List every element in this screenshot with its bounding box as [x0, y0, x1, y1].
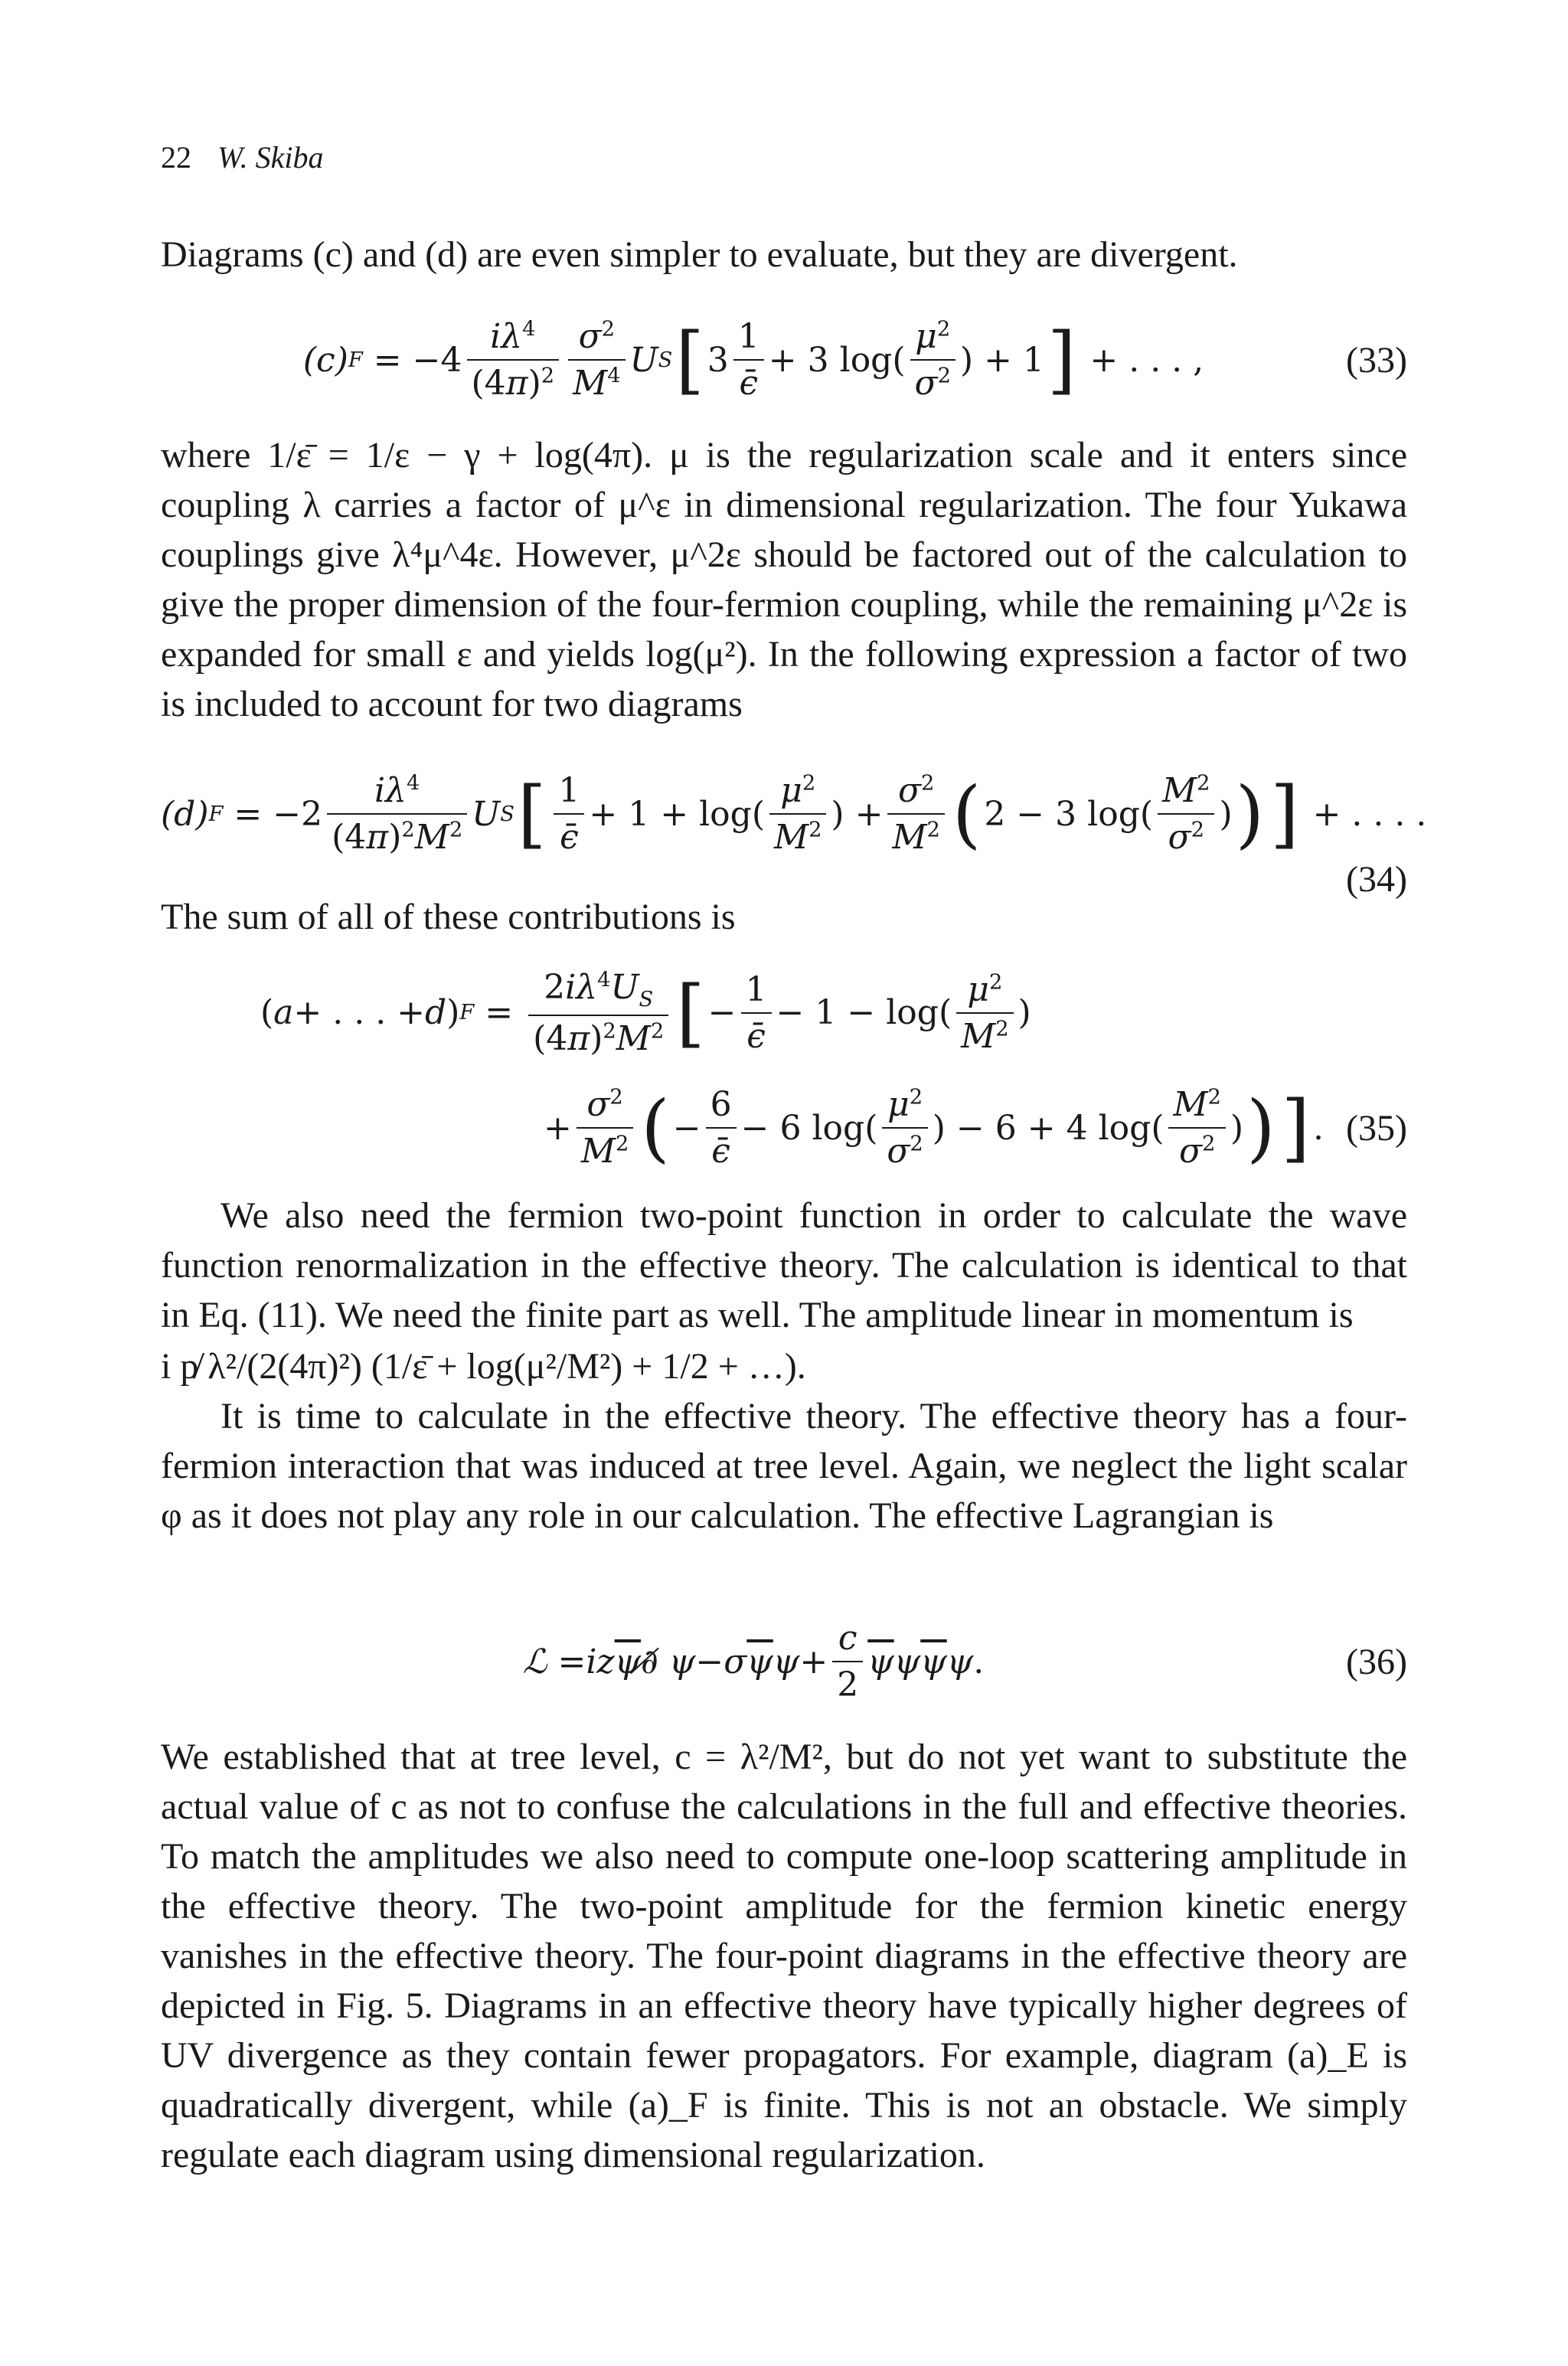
paragraph-4: We also need the fermion two-point function in order to calculate the wave function renormalization in the effective theory. The calculation is identical to that in Eq. (11). We need the finite part as well. The amplitude linear in momentum is: [161, 1195, 1407, 1335]
running-header: [161, 139, 324, 175]
equation-35-line-1-body: ( a + . . . + d ) F = $\frac{2i\lambda^4U_S}{(4\pi)^2M^2}$ [ − $\frac{1}{\epsilon̄}$ − 1 − log( $\frac{\mu^2}{M^2}$ ): [260, 968, 1031, 1058]
equation-36-number: (36): [1346, 1641, 1407, 1682]
equation-34-body: (d) F = −2 $\frac{i\lambda^4}{(4\pi)^2M^2}$ U S [ $\frac{1}{\epsilon̄}$ + 1 + log( $\frac{\mu^2}{M^2}$ ) + $\frac{\sigma^2}{M^2}$ ( 2 − 3 log( $\frac{M^2}{\sigma^2}$ ) ) ] + . . . .: [161, 771, 1427, 857]
paragraph-6: We established that at tree level, c = λ²/M², but do not yet want to substitute the actual value of c as not to confuse the calculations in the full and effective theories. To match the amplitudes we also need to compute one-loop scattering amplitude in the effective theory. The two-point amplitude for the fermion kinetic energy vanishes in the effective theory. The four-point diagrams in the effective theory are depicted in Fig. 5. Diagrams in an effective theory have typically higher degrees of UV divergence as they contain fewer propagators. For example, diagram (a)_E is quadratically divergent, while (a)_F is finite. This is not an obstacle. We simply regulate each diagram using dimensional regularization.: [161, 1737, 1407, 2175]
equation-34-number: (34): [1346, 858, 1407, 900]
page-number: 22: [161, 140, 191, 175]
equation-33-body: (c) F = −4 $\frac{i\lambda^4}{(4\pi)^2}$ $\frac{\sigma^2}{M^4}$ U S [ 3 $\frac{1}{\epsilon̄}$ + 3 log( $\frac{\mu^2}{\sigma^2}$ ) + 1 ] + . . . ,: [302, 317, 1204, 403]
equation-36-body: ℒ = iz $\overline{\psi}$ ∂̸ ψ − σ $\overline{\psi}$ ψ + $\frac{c}{2}$ $\overline{\psi}$ ψ $\overline{\psi}$ ψ .: [522, 1619, 985, 1704]
paragraph-3: The sum of all of these contributions is: [161, 897, 736, 937]
running-author: W. Skiba: [217, 140, 324, 175]
equation-33: [161, 302, 1407, 417]
equation-35-line-1: [161, 956, 1407, 1070]
equation-33-number: (33): [1346, 339, 1407, 381]
paragraph-2: where 1/ε̄ = 1/ε − γ + log(4π). μ is the regularization scale and it enters since coupling λ carries a factor of μ^ε in dimensional regularization. The four Yukawa couplings give λ⁴μ^4ε. However, μ^2ε should be factored out of the calculation to give the proper dimension of the four-fermion coupling, while the remaining μ^2ε is expanded for small ε and yields log(μ²). In the following expression a factor of two is included to account for two diagrams: [161, 435, 1407, 724]
equation-35-line-2-body: + $\frac{\sigma^2}{M^2}$ ( − $\frac{6}{\epsilon̄}$ − 6 log( $\frac{\mu^2}{\sigma^2}$ ) − 6 + 4 log( $\frac{M^2}{\sigma^2}$ ) ) ] .: [544, 1085, 1324, 1171]
equation-35-line-2: [161, 1070, 1407, 1185]
paragraph-5: It is time to calculate in the effective theory. The effective theory has a four-fermion interaction that was induced at tree level. Again, we neglect the light scalar φ as it does not play any role in our calculation. The effective Lagrangian is: [161, 1396, 1407, 1536]
equation-34: [161, 757, 1427, 871]
equation-36: [161, 1616, 1407, 1708]
equation-35-number: (35): [1346, 1107, 1407, 1149]
paragraph-1: Diagrams (c) and (d) are even simpler to evaluate, but they are divergent.: [161, 234, 1238, 275]
paragraph-4-formula: i p̸ λ²/(2(4π)²) (1/ε̄ + log(μ²/M²) + 1/2 + …).: [161, 1346, 806, 1387]
